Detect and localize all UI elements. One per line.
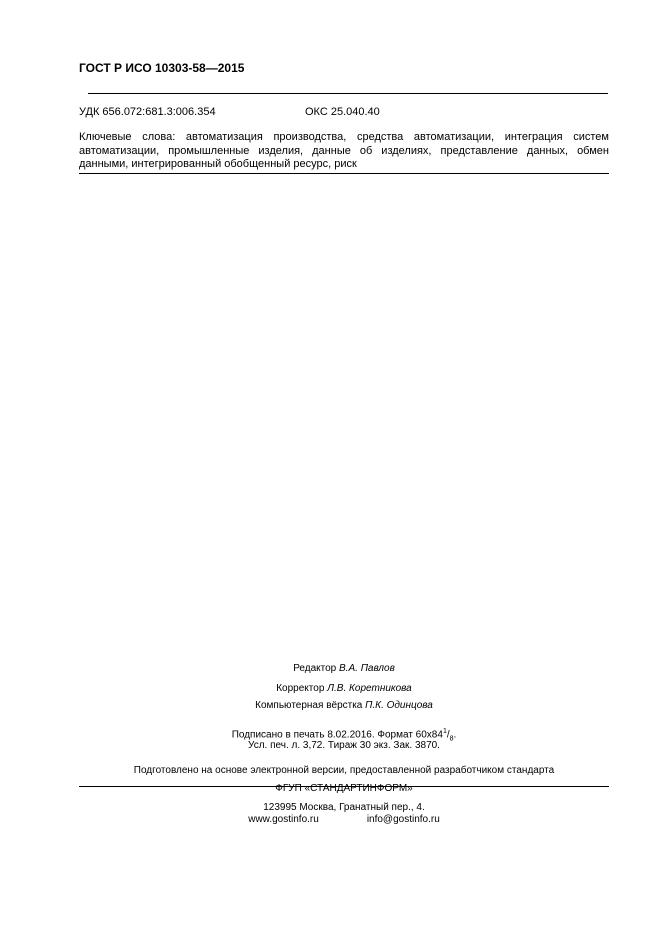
signed-prefix: Подписано в печать 8.02.2016. Формат 60x84 [231,729,443,741]
layout-name: П.К. Одинцова [365,700,433,711]
website-link[interactable]: www.gostinfo.ru [248,814,319,825]
editor-name: В.А. Павлов [339,663,395,674]
format-denominator: 8 [449,735,454,743]
publisher-rule [79,786,609,787]
publisher-name: ФГУП «СТАНДАРТИНФОРМ» [275,783,413,794]
keywords-paragraph: Ключевые слова: автоматизация производства, средства автоматизации, интеграция систем автоматизации, промышленные изделия, данные об изделиях, представление данных, обмен данными, интегрированный обобщенный ресурс, риск [79,131,609,170]
sheets-line: Усл. печ. л. 3,72. Тираж 30 экз. Зак. 3870. [248,740,440,751]
layout-line [79,700,609,711]
oks-code: ОКС 25.040.40 [305,106,380,118]
email-link[interactable]: info@gostinfo.ru [366,814,440,825]
format-numerator: 1 [442,728,447,735]
udk-code: УДК 656.072:681.3:006.354 [79,106,216,118]
signed-suffix: . [453,729,457,741]
signed-line: Подписано в печать 8.02.2016. Формат $60x84^1/_8$. [231,728,457,743]
standard-code: ГОСТ Р ИСО 10303-58—2015 [79,61,245,75]
address-line: 123995 Москва, Гранатный пер., 4. [263,802,425,813]
prepared-line: Подготовлено на основе электронной версии, предоставленной разработчиком стандарта [133,765,555,776]
header-rule [88,93,608,94]
corrector-name: Л.В. Коретникова [327,683,412,694]
editor-line [79,663,609,674]
layout-label: Компьютерная вёрстка [255,700,363,711]
corrector-label: Корректор [276,683,325,694]
corrector-line [79,683,609,694]
contacts-line [79,814,609,825]
editor-label: Редактор [293,663,337,674]
keywords-rule [79,173,609,174]
